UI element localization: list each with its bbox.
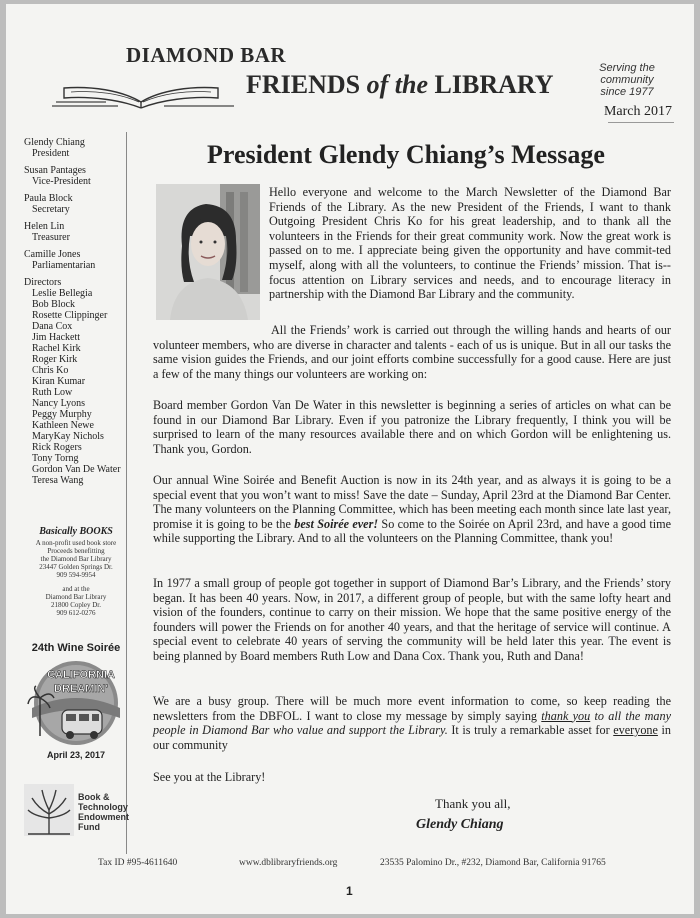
paragraph-see-you: See you at the Library!: [153, 770, 266, 784]
directors-list: [24, 288, 124, 486]
footer-address: 23535 Palomino Dr., #232, Diamond Bar, California 91765: [380, 858, 606, 868]
officer-vice-president: Susan Pantages Vice-President: [24, 165, 91, 187]
closing-line: Thank you all,: [435, 796, 511, 811]
masthead-title-line2: FRIENDS of the LIBRARY: [246, 70, 554, 99]
wine-soiree-title: 24th Wine Soirée: [31, 642, 121, 654]
paragraph-volunteers: All the Friends’ work is carried out through the willing hands and hearts of our volunteer members, who are diverse in character and talents - each of us is unique. But in all our tasks the same vision guides the Friends, and our joint efforts combine successfully for a good cause. Here are just a few of the many things our volunteers are working on:: [153, 323, 671, 381]
director-item: Kathleen Newe: [32, 420, 94, 431]
officer-secretary: Paula Block Secretary: [24, 193, 73, 215]
page-number: 1: [346, 884, 353, 898]
california-dreamin-logo-icon: [26, 658, 126, 748]
sidebar-divider: [126, 132, 127, 854]
paragraph-welcome: Hello everyone and welcome to the March Newsletter of the Diamond Bar Friends of the Library. As the new President of the Friends, I want to thank Outgoing President Chris Ko for his great leadership, and to thank all the volunteers in the Friends for their great community work. Now the great work is passed on to me. I appreciate being given the opportunity and have commit-ted myself, along with all the volunteers, to continue the Friends’ mission. That is--focus attention on Library services and needs, and to encourage literacy in partnership with the Diamond Bar Library and the community.: [269, 185, 671, 302]
endowment-fund-label: Book & Technology Endowment Fund: [78, 792, 129, 832]
basically-books-info: Basically BOOKS A non-profit used book store Proceeds benefitting the Diamond Bar Library 23447 Golden Springs Dr. 909 594-9954 and at the Diamond Bar Library 21800 Copley Dr. 909 612-0276: [28, 526, 124, 617]
director-item: Dana Cox: [32, 321, 73, 332]
issue-date: March 2017: [603, 104, 672, 119]
paragraph-history: In 1977 a small group of people got together in support of Diamond Bar’s Library, and the Friends’ story began. It has been 40 years. Now, in 2017, a different group of people, but with the same lofty heart and vision of the founders, continue to carry on their mission. We hope that the same positive energy of the founders will power the Friends on for another 40 years, and that the heritage of service will continue. A special event to celebrate 40 years of serving the community will be held later this year. The event is being planned by Board members Ruth Low and Dana Cox. Thank you, Ruth and Dana!: [153, 576, 671, 663]
masthead-title-line1: DIAMOND BAR: [126, 43, 287, 67]
director-item: Roger Kirk: [32, 354, 78, 365]
director-item: Leslie Bellegia: [32, 288, 93, 299]
sidebar: [24, 137, 124, 486]
logo-text-line1: CALIFORNIA: [47, 669, 115, 681]
wine-soiree-date: April 23, 2017: [46, 750, 106, 760]
director-item: Tony Torng: [32, 453, 79, 464]
director-item: Gordon Van De Water: [32, 464, 121, 475]
director-item: Rosette Clippinger: [32, 310, 108, 321]
director-item: Rachel Kirk: [32, 343, 81, 354]
officer-parliamentarian: Camille Jones Parliamentarian: [24, 249, 96, 271]
logo-text-line2: DREAMIN': [54, 683, 108, 695]
basically-books-title: Basically BOOKS: [39, 526, 113, 537]
director-item: Bob Block: [32, 299, 76, 310]
directors-heading: Directors: [24, 277, 62, 288]
director-item: Rick Rogers: [32, 442, 82, 453]
paragraph-wine-soiree: Our annual Wine Soirée and Benefit Auction is now in its 24th year, and as always it is going to be a special event that you won’t want to miss! Save the date – Sunday, April 23rd at the Diamond Bar Center. The many volunteers on the Planning Committee, which has been meeting each month since late last year, promise it is going to be the best Soirée ever! So come to the Soirée on April 23rd, and have a good time while supporting the Library. And to all the volunteers on the Planning Committee, thank you!: [153, 473, 672, 546]
divider: [608, 122, 674, 123]
director-item: Chris Ko: [32, 365, 69, 376]
paragraph-closing: We are a busy group. There will be much more event information to come, so keep reading the newsletters from the DBFOL. I want to close my message by simply saying thank you to all the many people in Diamond Bar who value and support the Library. It is truly a remarkable asset for everyone in our community: [153, 694, 671, 752]
director-item: Teresa Wang: [32, 475, 84, 486]
director-item: Nancy Lyons: [32, 398, 86, 409]
director-item: MaryKay Nichols: [32, 431, 104, 442]
page-title: President Glendy Chiang’s Message: [207, 140, 605, 169]
director-item: Kiran Kumar: [32, 376, 86, 387]
tree-icon: [24, 784, 74, 836]
paragraph-articles: Board member Gordon Van De Water in this newsletter is beginning a series of articles on what can be found in our Diamond Bar Library. Even if you patronize the Library frequently, I think you will be surprised to learn of the many resources available there and on which Gordon will be enlightening us. Thank you, Gordon.: [153, 398, 671, 456]
masthead-tagline: Serving the community since 1977: [599, 62, 655, 98]
officer-treasurer: Helen Lin Treasurer: [24, 221, 70, 243]
director-item: Ruth Low: [32, 387, 73, 398]
president-portrait-image: [156, 184, 260, 320]
footer-website-link[interactable]: www.dblibraryfriends.org: [239, 858, 338, 868]
newsletter-page: [6, 4, 694, 914]
footer-tax-id: Tax ID #95-4611640: [98, 858, 178, 868]
officer-president: Glendy Chiang President: [24, 137, 85, 159]
director-item: Jim Hackett: [32, 332, 81, 343]
signature: Glendy Chiang: [416, 817, 504, 832]
director-item: Peggy Murphy: [32, 409, 92, 420]
